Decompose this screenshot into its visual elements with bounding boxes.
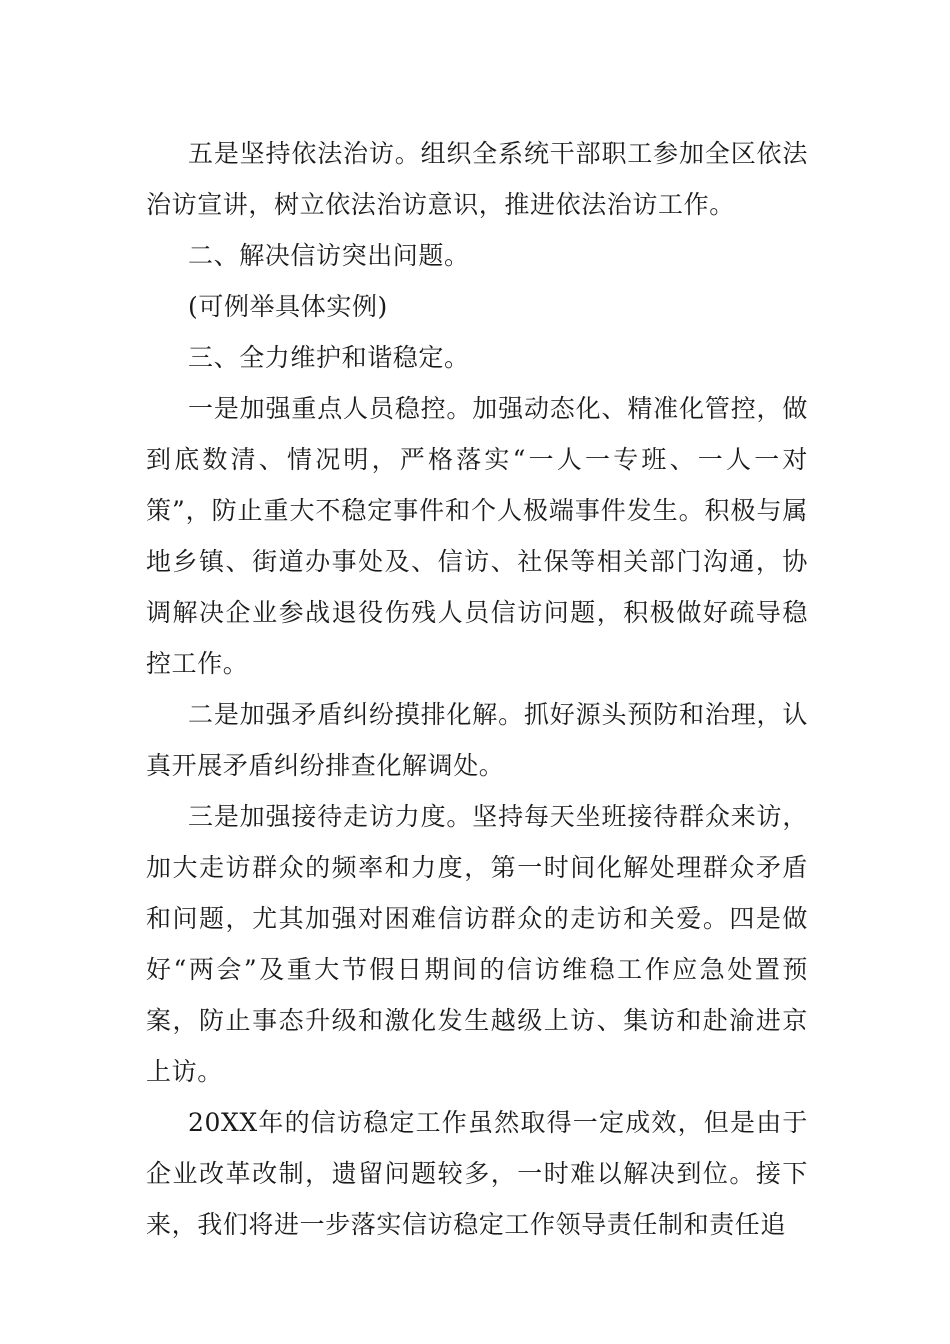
paragraph-key-personnel: 一是加强重点人员稳控。加强动态化、精准化管控，做到底数清、情况明，严格落实“一人一专班、一人一对策”，防止重大不稳定事件和个人极端事件发生。积极与属地乡镇、街道办事处及、信访、社保等相关部门沟通，协调解决企业参战退役伤残人员信访问题，积极做好疏导稳控工作。 [146, 394, 808, 678]
example-note: (可例举具体实例) [188, 292, 388, 321]
paragraph-visits: 三是加强接待走访力度。坚持每天坐班接待群众来访，加大走访群众的频率和力度，第一时间化解处理群众矛盾和问题，尤其加强对困难信访群众的走访和关爱。四是做好“两会”及重大节假日期间的信访维稳工作应急处置预案，防止事态升级和激化发生越级上访、集访和赴渝进京上访。 [146, 802, 808, 1086]
paragraph-rule-of-law: 五是坚持依法治访。组织全系统干部职工参加全区依法治访宣讲，树立依法治访意识，推进依法治访工作。 [146, 139, 808, 219]
section-heading-2: 二、解决信访突出问题。 [188, 241, 470, 270]
document-page [146, 128, 808, 1250]
section-heading-3: 三、全力维护和谐稳定。 [188, 343, 470, 372]
paragraph-summary: 20XX年的信访稳定工作虽然取得一定成效，但是由于企业改革改制，遗留问题较多，一时难以解决到位。接下来，我们将进一步落实信访稳定工作领导责任制和责任追 [146, 1108, 808, 1239]
paragraph-dispute-resolution: 二是加强矛盾纠纷摸排化解。抓好源头预防和治理，认真开展矛盾纠纷排查化解调处。 [146, 700, 808, 780]
